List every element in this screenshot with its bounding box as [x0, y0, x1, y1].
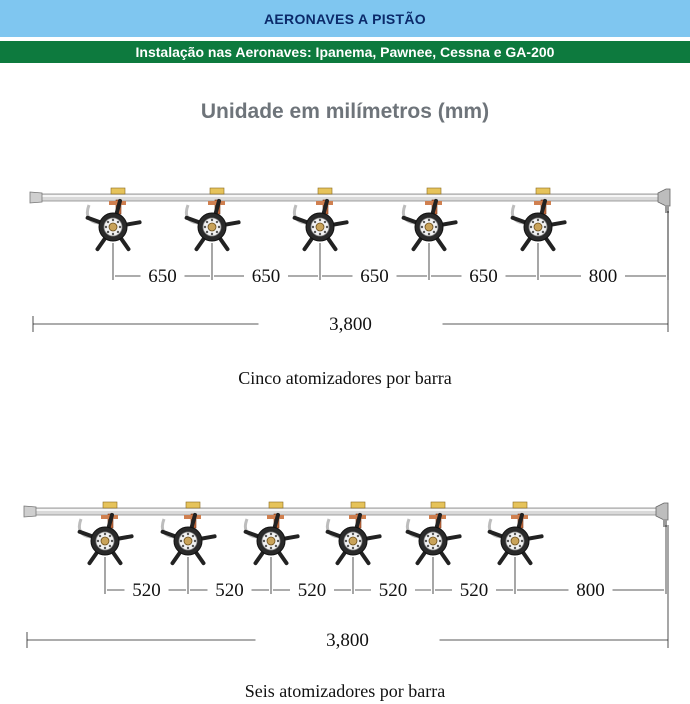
atomizer-hub	[267, 537, 275, 545]
atomizer-rivet	[319, 233, 321, 235]
atomizer-rivet	[319, 219, 321, 221]
boom-left-cap	[30, 192, 42, 203]
atomizer-rivet	[270, 547, 272, 549]
mount-clamp	[186, 502, 200, 508]
atomizer-rivet	[433, 231, 435, 233]
spacing-label: 800	[576, 580, 605, 601]
atomizer-rivet	[109, 535, 111, 537]
atomizer-rivet	[423, 221, 425, 223]
atomizer-rivet	[206, 231, 208, 233]
mount-clamp	[269, 502, 283, 508]
boom-tube	[40, 194, 660, 201]
atomizer-rivet	[265, 535, 267, 537]
atomizer-hub	[511, 537, 519, 545]
atomizer-rivet	[97, 540, 99, 542]
atomizer-rivet	[521, 540, 523, 542]
atomizer-hub	[208, 223, 216, 231]
mount-clamp	[210, 188, 224, 194]
spacing-label: 520	[215, 580, 244, 601]
atomizer-rivet	[119, 226, 121, 228]
atomizer-rivet	[104, 533, 106, 535]
atomizer-hub	[109, 223, 117, 231]
header-subtitle: Instalação nas Aeronaves: Ipanema, Pawnee, Cessna e GA-200	[135, 44, 555, 60]
mount-clamp	[318, 188, 332, 194]
atomizer-hub	[425, 223, 433, 231]
spacing-label: 800	[588, 266, 618, 287]
atomizer-rivet	[218, 226, 220, 228]
atomizer-rivet	[507, 540, 509, 542]
atomizer-rivet	[111, 540, 113, 542]
atomizer-rivet	[437, 535, 439, 537]
boom-end-bolt	[663, 519, 667, 527]
atomizer-rivet	[542, 231, 544, 233]
atomizer-rivet	[314, 231, 316, 233]
six-atomizer-boom	[24, 502, 668, 701]
atomizer-rivet	[537, 219, 539, 221]
five-atomizer-boom	[30, 188, 670, 388]
diagram-caption: Cinco atomizadores por barra	[238, 368, 452, 388]
boom-end-bolt	[665, 205, 669, 213]
atomizer-rivet	[514, 547, 516, 549]
atomizer-rivet	[359, 540, 361, 542]
atomizer-rivet	[277, 540, 279, 542]
atomizer-rivet	[519, 545, 521, 547]
atomizer-rivet	[352, 547, 354, 549]
atomizer-rivet	[312, 226, 314, 228]
atomizer-rivet	[270, 533, 272, 535]
atomizer-hub	[101, 537, 109, 545]
atomizer-rivet	[421, 226, 423, 228]
boom-right-cap	[656, 503, 668, 520]
atomizer-rivet	[427, 545, 429, 547]
atomizer-rivet	[211, 219, 213, 221]
total-length-label: 3,800	[326, 630, 369, 651]
atomizer-rivet	[263, 540, 265, 542]
atomizer-rivet	[109, 545, 111, 547]
spacing-label: 520	[378, 580, 408, 601]
atomizer-rivet	[216, 221, 218, 223]
diagram-caption: Seis atomizadores por barra	[244, 681, 446, 701]
atomizer-rivet	[187, 547, 189, 549]
atomizer-rivet	[187, 533, 189, 535]
mount-clamp	[111, 188, 125, 194]
spacing-label: 650	[251, 266, 281, 287]
atomizer-rivet	[194, 540, 196, 542]
spacing-label: 520	[459, 580, 489, 601]
atomizer-rivet	[428, 219, 430, 221]
atomizer-rivet	[425, 540, 427, 542]
atomizer-rivet	[514, 533, 516, 535]
atomizer-rivet	[182, 535, 184, 537]
atomizer-rivet	[423, 231, 425, 233]
atomizer-rivet	[519, 535, 521, 537]
atomizer-rivet	[435, 226, 437, 228]
atomizer-rivet	[192, 545, 194, 547]
atomizer-rivet	[211, 233, 213, 235]
atomizer-rivet	[107, 231, 109, 233]
atomizer-rivet	[117, 231, 119, 233]
atomizer-hub	[349, 537, 357, 545]
atomizer-rivet	[432, 547, 434, 549]
atomizer-rivet	[433, 221, 435, 223]
atomizer-rivet	[314, 221, 316, 223]
atomizer-rivet	[216, 231, 218, 233]
atomizer-rivet	[324, 221, 326, 223]
atomizer-rivet	[428, 233, 430, 235]
atomizer-rivet	[104, 547, 106, 549]
spacing-label: 650	[360, 266, 389, 287]
atomizer-rivet	[265, 545, 267, 547]
atomizer-rivet	[347, 535, 349, 537]
mount-clamp	[513, 502, 527, 508]
atomizer-rivet	[530, 226, 532, 228]
atomizer-rivet	[509, 545, 511, 547]
atomizer-rivet	[107, 221, 109, 223]
boom-right-cap	[658, 189, 670, 206]
atomizer-rivet	[357, 535, 359, 537]
atomizer-rivet	[532, 231, 534, 233]
atomizer-hub	[429, 537, 437, 545]
atomizer-rivet	[357, 545, 359, 547]
atomizer-hub	[534, 223, 542, 231]
atomizer-rivet	[112, 233, 114, 235]
spacing-label: 650	[148, 266, 177, 287]
atomizer-rivet	[99, 535, 101, 537]
atomizer-rivet	[192, 535, 194, 537]
mount-clamp	[103, 502, 117, 508]
mount-clamp	[351, 502, 365, 508]
mount-clamp	[427, 188, 441, 194]
atomizer-rivet	[117, 221, 119, 223]
atomizer-rivet	[180, 540, 182, 542]
atomizer-rivet	[437, 545, 439, 547]
atomizer-rivet	[544, 226, 546, 228]
header-title: AERONAVES A PISTÃO	[263, 10, 426, 27]
atomizer-rivet	[275, 535, 277, 537]
atomizer-rivet	[509, 535, 511, 537]
atomizer-rivet	[537, 233, 539, 235]
total-length-label: 3,800	[329, 314, 372, 335]
atomizer-rivet	[99, 545, 101, 547]
spacing-label: 650	[469, 266, 498, 287]
atomizer-rivet	[326, 226, 328, 228]
boom-tube	[34, 508, 658, 515]
spacing-label: 520	[297, 580, 327, 601]
atomizer-rivet	[275, 545, 277, 547]
mount-clamp	[536, 188, 550, 194]
atomizer-rivet	[427, 535, 429, 537]
atomizer-hub	[184, 537, 192, 545]
atomizer-rivet	[432, 533, 434, 535]
boom-left-cap	[24, 506, 36, 517]
atomizer-rivet	[345, 540, 347, 542]
atomizer-rivet	[105, 226, 107, 228]
spacing-label: 520	[132, 580, 161, 601]
atomizer-rivet	[324, 231, 326, 233]
atomizer-hub	[316, 223, 324, 231]
atomizer-rivet	[182, 545, 184, 547]
atomizer-rivet	[352, 533, 354, 535]
atomizer-rivet	[204, 226, 206, 228]
atomizer-rivet	[206, 221, 208, 223]
atomizer-rivet	[347, 545, 349, 547]
mount-clamp	[431, 502, 445, 508]
atomizer-rivet	[532, 221, 534, 223]
atomizer-rivet	[542, 221, 544, 223]
atomizer-rivet	[112, 219, 114, 221]
units-label: Unidade em milímetros (mm)	[200, 100, 490, 123]
atomizer-rivet	[439, 540, 441, 542]
